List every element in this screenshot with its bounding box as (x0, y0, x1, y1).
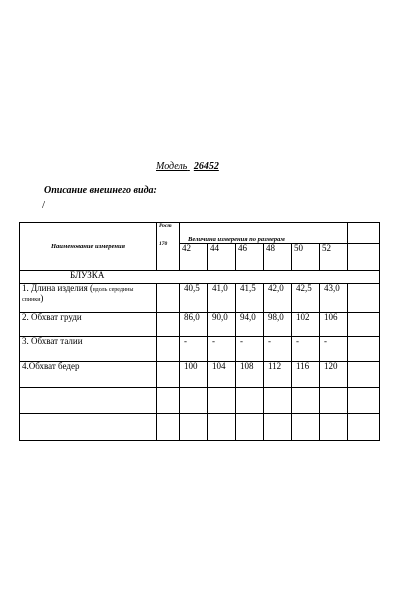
value-cell: - (264, 337, 292, 362)
value-cell: 94,0 (236, 313, 264, 337)
value-cell: - (320, 337, 348, 362)
value-cell: 106 (320, 313, 348, 337)
slash-mark: / (42, 199, 46, 211)
value-cell: 112 (264, 362, 292, 388)
empty-row (20, 414, 380, 441)
empty-cell (208, 388, 236, 414)
value-cell: 86,0 (180, 313, 208, 337)
empty-cell (157, 414, 180, 441)
empty-row (20, 388, 380, 414)
size-label: 46 (236, 244, 264, 271)
value-cell: 108 (236, 362, 264, 388)
model-title (156, 161, 219, 172)
value-cell: 100 (180, 362, 208, 388)
measurement-name: 4.Обхват бедер (20, 362, 157, 388)
empty-cell (348, 284, 380, 313)
description-title: Описание внешнего вида: (44, 185, 157, 196)
measurement-table (19, 222, 380, 441)
empty-cell (264, 414, 292, 441)
empty-cell (348, 244, 380, 271)
empty-cell (348, 414, 380, 441)
measurement-name (20, 284, 157, 313)
header-empty-cell (348, 223, 380, 244)
rost-cell (157, 362, 180, 388)
model-number: 26452 (193, 161, 219, 172)
rost-cell (157, 284, 180, 313)
value-cell: 40,5 (180, 284, 208, 313)
value-cell: 42,5 (292, 284, 320, 313)
size-label: 52 (320, 244, 348, 271)
value-cell: 41,5 (236, 284, 264, 313)
empty-cell (348, 313, 380, 337)
value-cell: - (208, 337, 236, 362)
measurement-name: 3. Обхват талии (20, 337, 157, 362)
size-label: 44 (208, 244, 236, 271)
empty-cell (180, 414, 208, 441)
empty-cell (348, 388, 380, 414)
value-cell: 120 (320, 362, 348, 388)
value-cell: - (236, 337, 264, 362)
value-cell: 43,0 (320, 284, 348, 313)
size-label: 50 (292, 244, 320, 271)
empty-cell (292, 388, 320, 414)
header-rost (157, 223, 180, 271)
measurement-name: 2. Обхват груди (20, 313, 157, 337)
empty-cell (208, 414, 236, 441)
header-sizes-title: Величина измерения по размерам (180, 223, 348, 244)
empty-cell (236, 414, 264, 441)
table-row (20, 284, 380, 313)
table-header-row (20, 223, 380, 244)
table-row (20, 337, 380, 362)
rost-cell (157, 313, 180, 337)
empty-cell (20, 414, 157, 441)
table-row (20, 313, 380, 337)
size-label: 42 (180, 244, 208, 271)
rost-value: 170 (159, 241, 168, 248)
row-note: вдоль середины спинки (22, 287, 134, 303)
empty-cell (180, 388, 208, 414)
model-label: Модель (156, 161, 188, 172)
empty-cell (292, 414, 320, 441)
section-row (20, 271, 380, 284)
empty-cell (157, 388, 180, 414)
row-label-end: ) (40, 292, 44, 303)
header-name-col: Наименование измерения (20, 223, 157, 271)
empty-cell (320, 388, 348, 414)
value-cell: 104 (208, 362, 236, 388)
value-cell: - (180, 337, 208, 362)
section-title: БЛУЗКА (20, 271, 380, 284)
empty-cell (320, 414, 348, 441)
rost-label: Рост (159, 223, 172, 229)
value-cell: 102 (292, 313, 320, 337)
empty-cell (264, 388, 292, 414)
value-cell: - (292, 337, 320, 362)
value-cell: 42,0 (264, 284, 292, 313)
empty-cell (348, 362, 380, 388)
value-cell: 98,0 (264, 313, 292, 337)
row-label: 1. Длина изделия ( (22, 283, 93, 293)
empty-cell (20, 388, 157, 414)
value-cell: 116 (292, 362, 320, 388)
rost-cell (157, 337, 180, 362)
empty-cell (348, 337, 380, 362)
value-cell: 41,0 (208, 284, 236, 313)
table-row (20, 362, 380, 388)
empty-cell (236, 388, 264, 414)
value-cell: 90,0 (208, 313, 236, 337)
size-label: 48 (264, 244, 292, 271)
